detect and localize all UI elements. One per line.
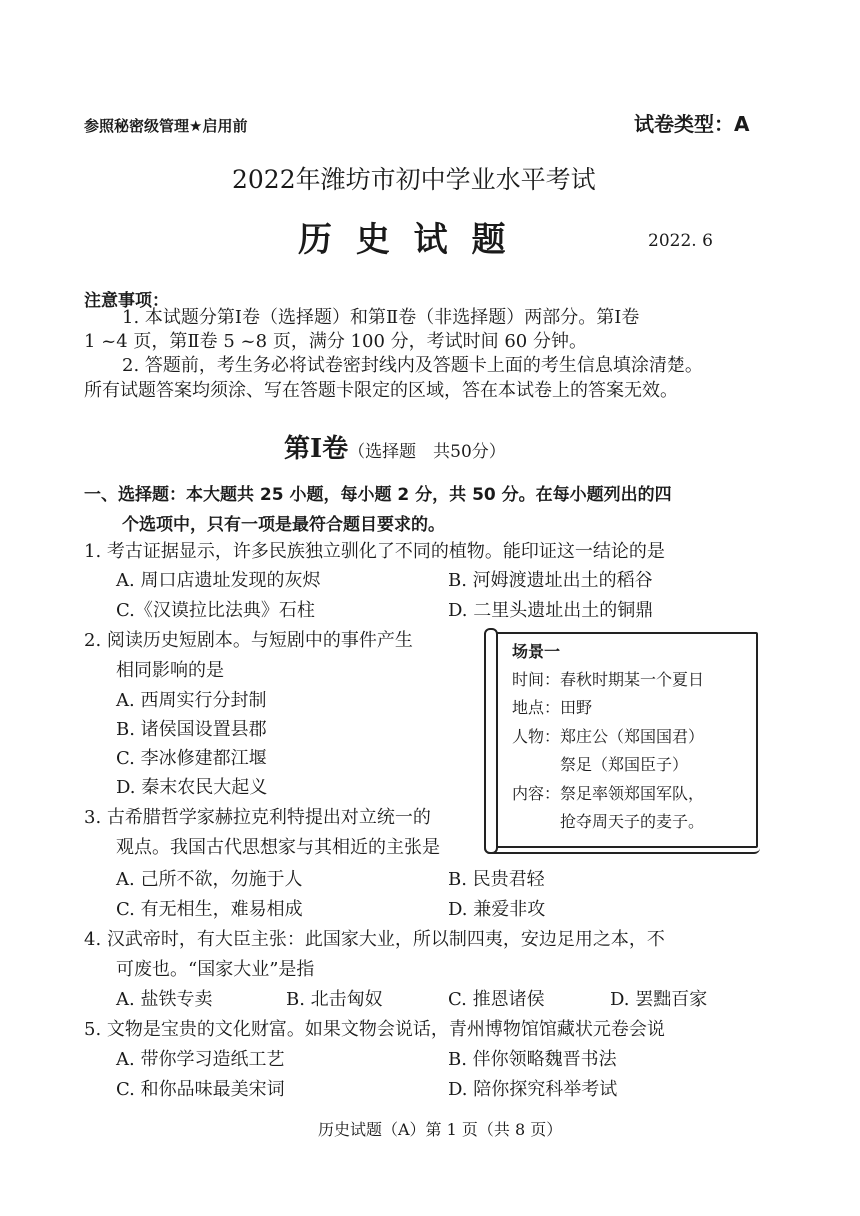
paper-type-label: 试卷类型：A (634, 112, 750, 136)
notice-item-2-line-2: 所有试题答案均须涂、写在答题卡限定的区域，答在本试卷上的答案无效。 (84, 380, 678, 401)
section-title: 第Ⅰ卷 (284, 434, 349, 464)
section-subtitle: （选择题 共50分） (348, 442, 506, 462)
exam-date: 2022. 6 (648, 231, 713, 251)
scene-people-1: 人物：郑庄公（郑国国君） (512, 727, 705, 746)
confidential-label: 参照秘密级管理★启用前 (84, 117, 248, 135)
question-4-option-a: A. 盐铁专卖 (116, 989, 213, 1010)
question-4-stem-line-1: 4. 汉武帝时，有大臣主张：此国家大业，所以制四夷，安边足用之本，不 (84, 929, 665, 950)
question-1-option-b: B. 河姆渡遗址出土的稻谷 (448, 570, 653, 591)
question-5-stem: 5. 文物是宝贵的文化财富。如果文物会说话，青州博物馆馆藏状元卷会说 (84, 1019, 665, 1040)
question-4-stem-line-2: 可废也。“国家大业”是指 (116, 959, 315, 980)
question-1-option-a: A. 周口店遗址发现的灰烬 (116, 570, 321, 591)
section-heading (284, 428, 506, 465)
question-4-option-d: D. 罢黜百家 (610, 989, 708, 1010)
subject-title: 历 史 试 题 (298, 220, 512, 260)
question-2-option-b: B. 诸侯国设置县郡 (116, 719, 267, 740)
question-2-option-d: D. 秦末农民大起义 (116, 777, 268, 798)
exam-title: 2022年潍坊市初中学业水平考试 (232, 165, 596, 194)
question-2-option-a: A. 西周实行分封制 (116, 690, 267, 711)
notice-item-1-line-1: 1. 本试题分第Ⅰ卷（选择题）和第Ⅱ卷（非选择题）两部分。第Ⅰ卷 (122, 307, 640, 328)
question-2-option-c: C. 李冰修建都江堰 (116, 748, 267, 769)
question-3-option-a: A. 己所不欲，勿施于人 (116, 869, 303, 890)
question-2-stem-line-1: 2. 阅读历史短剧本。与短剧中的事件产生 (84, 630, 413, 651)
scene-people-2: 祭足（郑国臣子） (560, 755, 689, 774)
scene-place: 地点：田野 (512, 698, 593, 717)
question-5-option-c: C. 和你品味最美宋词 (116, 1079, 285, 1100)
notice-heading: 注意事项： (84, 291, 169, 311)
question-3-option-b: B. 民贵君轻 (448, 869, 545, 890)
question-1-stem: 1. 考古证据显示，许多民族独立驯化了不同的植物。能印证这一结论的是 (84, 541, 665, 562)
scene-scroll-box (490, 632, 758, 848)
question-3-option-d: D. 兼爱非攻 (448, 899, 546, 920)
question-2-stem-line-2: 相同影响的是 (116, 660, 224, 681)
instruction-line-1: 一、选择题：本大题共 25 小题，每小题 2 分，共 50 分。在每小题列出的四 (84, 485, 672, 505)
question-5-option-d: D. 陪你探究科举考试 (448, 1079, 618, 1100)
notice-item-2-line-1: 2. 答题前，考生务必将试卷密封线内及答题卡上面的考生信息填涂清楚。 (122, 355, 703, 376)
instruction-line-2: 个选项中，只有一项是最符合题目要求的。 (122, 515, 445, 535)
scene-title: 场景一 (512, 642, 561, 661)
question-3-stem-line-2: 观点。我国古代思想家与其相近的主张是 (116, 837, 440, 858)
question-1-option-d: D. 二里头遗址出土的铜鼎 (448, 600, 654, 621)
question-5-option-b: B. 伴你领略魏晋书法 (448, 1049, 617, 1070)
question-3-stem-line-1: 3. 古希腊哲学家赫拉克利特提出对立统一的 (84, 807, 431, 828)
question-5-option-a: A. 带你学习造纸工艺 (116, 1049, 285, 1070)
question-1-option-c: C.《汉谟拉比法典》石柱 (116, 600, 315, 621)
scene-content-2: 抢夺周天子的麦子。 (560, 812, 705, 831)
question-3-option-c: C. 有无相生，难易相成 (116, 899, 303, 920)
scene-time: 时间：春秋时期某一个夏日 (512, 670, 705, 689)
notice-item-1-line-2: 1 ~4 页，第Ⅱ卷 5 ~8 页，满分 100 分，考试时间 60 分钟。 (84, 331, 587, 352)
scene-content-1: 内容：祭足率领郑国军队， (512, 784, 705, 803)
page-footer: 历史试题（A）第 1 页（共 8 页） (318, 1120, 563, 1139)
question-4-option-c: C. 推恩诸侯 (448, 989, 545, 1010)
question-4-option-b: B. 北击匈奴 (286, 989, 383, 1010)
